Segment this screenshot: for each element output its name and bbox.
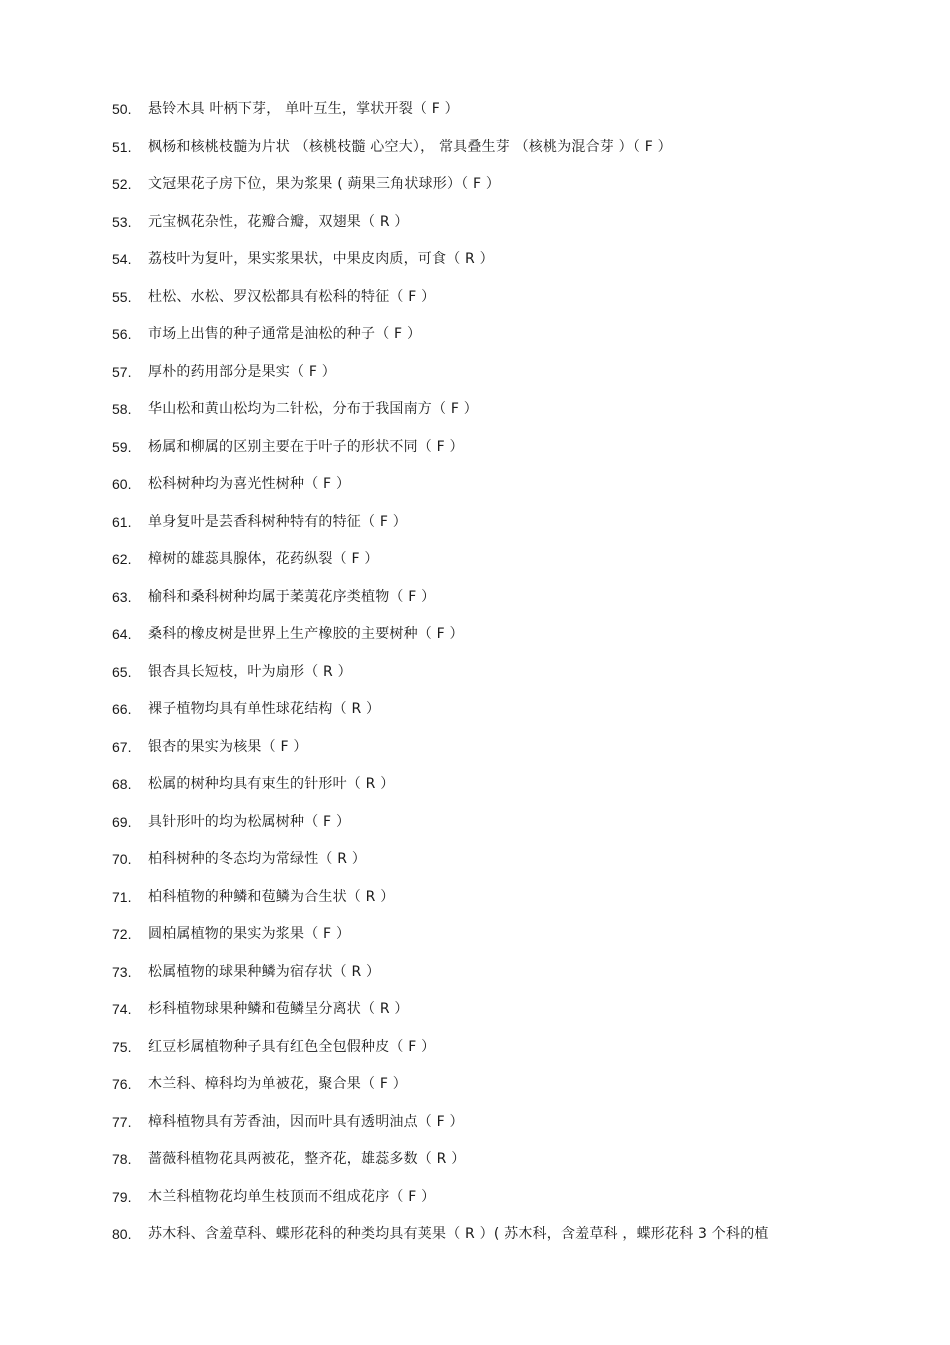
question-text: 苏木科、含羞草科、蝶形花科的种类均具有荚果（ R ）( 苏木科，含羞草科 ，蝶形花科 3 个科的植	[148, 1226, 769, 1242]
question-text: 木兰科植物花均单生枝顶而不组成花序（ F ）	[148, 1188, 436, 1205]
question-item	[112, 1112, 892, 1150]
question-item	[112, 324, 892, 362]
question-number: 79.	[112, 1188, 132, 1205]
question-text: 木兰科、樟科均为单被花，聚合果（ F ）	[148, 1076, 407, 1092]
question-item	[112, 399, 892, 437]
question-text: 樟科植物具有芳香油，因而叶具有透明油点（ F ）	[148, 1113, 464, 1130]
question-number: 77.	[112, 1113, 132, 1130]
question-number: 68.	[112, 776, 132, 792]
question-item	[112, 99, 892, 137]
question-item	[112, 287, 892, 325]
question-number: 67.	[112, 738, 132, 755]
question-number: 53.	[112, 213, 132, 230]
question-number: 55.	[112, 288, 132, 305]
question-item	[112, 662, 892, 700]
question-text: 蔷薇科植物花具两被花，整齐花，雄蕊多数（ R ）	[148, 1151, 466, 1167]
question-item	[112, 1187, 892, 1225]
question-number: 51.	[112, 138, 132, 155]
question-text: 市场上出售的种子通常是油松的种子（ F ）	[148, 326, 422, 342]
question-number: 75.	[112, 1038, 132, 1055]
question-text: 杨属和柳属的区别主要在于叶子的形状不同（ F ）	[148, 438, 464, 455]
question-number: 71.	[112, 888, 132, 905]
question-text: 松科树种均为喜光性树种（ F ）	[148, 476, 351, 492]
question-number: 56.	[112, 326, 132, 342]
question-item	[112, 174, 892, 212]
question-text: 松属的树种均具有束生的针形叶（ R ）	[148, 776, 395, 792]
question-number: 65.	[112, 663, 132, 680]
question-text: 柏科植物的种鳞和苞鳞为合生状（ R ）	[148, 888, 395, 905]
question-item	[112, 549, 892, 587]
question-text: 杜松、水松、罗汉松都具有松科的特征（ F ）	[148, 288, 436, 305]
question-text: 银杏的果实为核果（ F ）	[148, 738, 308, 755]
question-item	[112, 999, 892, 1037]
question-text: 红豆杉属植物种子具有红色全包假种皮（ F ）	[148, 1038, 436, 1055]
question-number: 62.	[112, 551, 132, 567]
question-item	[112, 1224, 892, 1262]
question-text: 桑科的橡皮树是世界上生产橡胶的主要树种（ F ）	[148, 626, 464, 642]
question-text: 樟树的雄蕊具腺体，花药纵裂（ F ）	[148, 551, 379, 567]
question-item	[112, 887, 892, 925]
question-item	[112, 1074, 892, 1112]
question-text: 枫杨和核桃枝髓为片状 （核桃枝髓 心空大）， 常具叠生芽 （核桃为混合芽 ）（ F ）	[148, 138, 672, 155]
question-text: 华山松和黄山松均为二针松，分布于我国南方（ F ）	[148, 401, 478, 417]
question-number: 64.	[112, 626, 132, 642]
question-number: 69.	[112, 813, 132, 830]
question-item	[112, 249, 892, 287]
question-text: 银杏具长短枝，叶为扇形（ R ）	[148, 663, 352, 680]
question-item	[112, 849, 892, 887]
question-item	[112, 474, 892, 512]
question-item	[112, 1037, 892, 1075]
question-text: 荔枝叶为复叶，果实浆果状，中果皮肉质，可食（ R ）	[148, 251, 494, 267]
question-item	[112, 212, 892, 250]
question-number: 57.	[112, 363, 132, 380]
question-text: 圆柏属植物的果实为浆果（ F ）	[148, 926, 351, 942]
question-number: 60.	[112, 476, 132, 492]
question-text: 松属植物的球果种鳞为宿存状（ R ）	[148, 963, 381, 980]
question-text: 柏科树种的冬态均为常绿性（ R ）	[148, 851, 367, 867]
question-number: 58.	[112, 401, 132, 417]
question-text: 杉科植物球果种鳞和苞鳞呈分离状（ R ）	[148, 1001, 409, 1017]
question-number: 66.	[112, 701, 132, 717]
question-item	[112, 737, 892, 775]
question-item	[112, 512, 892, 550]
question-number: 76.	[112, 1076, 132, 1092]
question-number: 52.	[112, 176, 132, 192]
question-number: 54.	[112, 251, 132, 267]
question-item	[112, 1149, 892, 1187]
question-text: 榆科和桑科树种均属于葇荑花序类植物（ F ）	[148, 588, 436, 605]
question-item	[112, 137, 892, 175]
question-number: 78.	[112, 1151, 132, 1167]
question-item	[112, 812, 892, 850]
question-text: 厚朴的药用部分是果实（ F ）	[148, 363, 336, 380]
question-number: 74.	[112, 1001, 132, 1017]
true-false-question-list	[112, 99, 892, 1262]
question-number: 70.	[112, 851, 132, 867]
question-number: 80.	[112, 1226, 132, 1242]
question-item	[112, 624, 892, 662]
question-text: 具针形叶的均为松属树种（ F ）	[148, 813, 351, 830]
question-number: 73.	[112, 963, 132, 980]
question-text: 单身复叶是芸香科树种特有的特征（ F ）	[148, 513, 407, 530]
question-item	[112, 924, 892, 962]
question-number: 72.	[112, 926, 132, 942]
question-item	[112, 962, 892, 1000]
question-text: 文冠果花子房下位，果为浆果 ( 蒴果三角状球形）（ F ）	[148, 176, 501, 192]
question-number: 59.	[112, 438, 132, 455]
question-text: 悬铃木具 叶柄下芽， 单叶互生，掌状开裂（ F ）	[148, 101, 459, 117]
question-item	[112, 362, 892, 400]
question-number: 50.	[112, 101, 132, 117]
question-item	[112, 774, 892, 812]
question-item	[112, 587, 892, 625]
question-item	[112, 699, 892, 737]
question-number: 61.	[112, 513, 132, 530]
question-item	[112, 437, 892, 475]
question-text: 裸子植物均具有单性球花结构（ R ）	[148, 701, 381, 717]
question-text: 元宝枫花杂性，花瓣合瓣，双翅果（ R ）	[148, 213, 409, 230]
question-number: 63.	[112, 588, 132, 605]
